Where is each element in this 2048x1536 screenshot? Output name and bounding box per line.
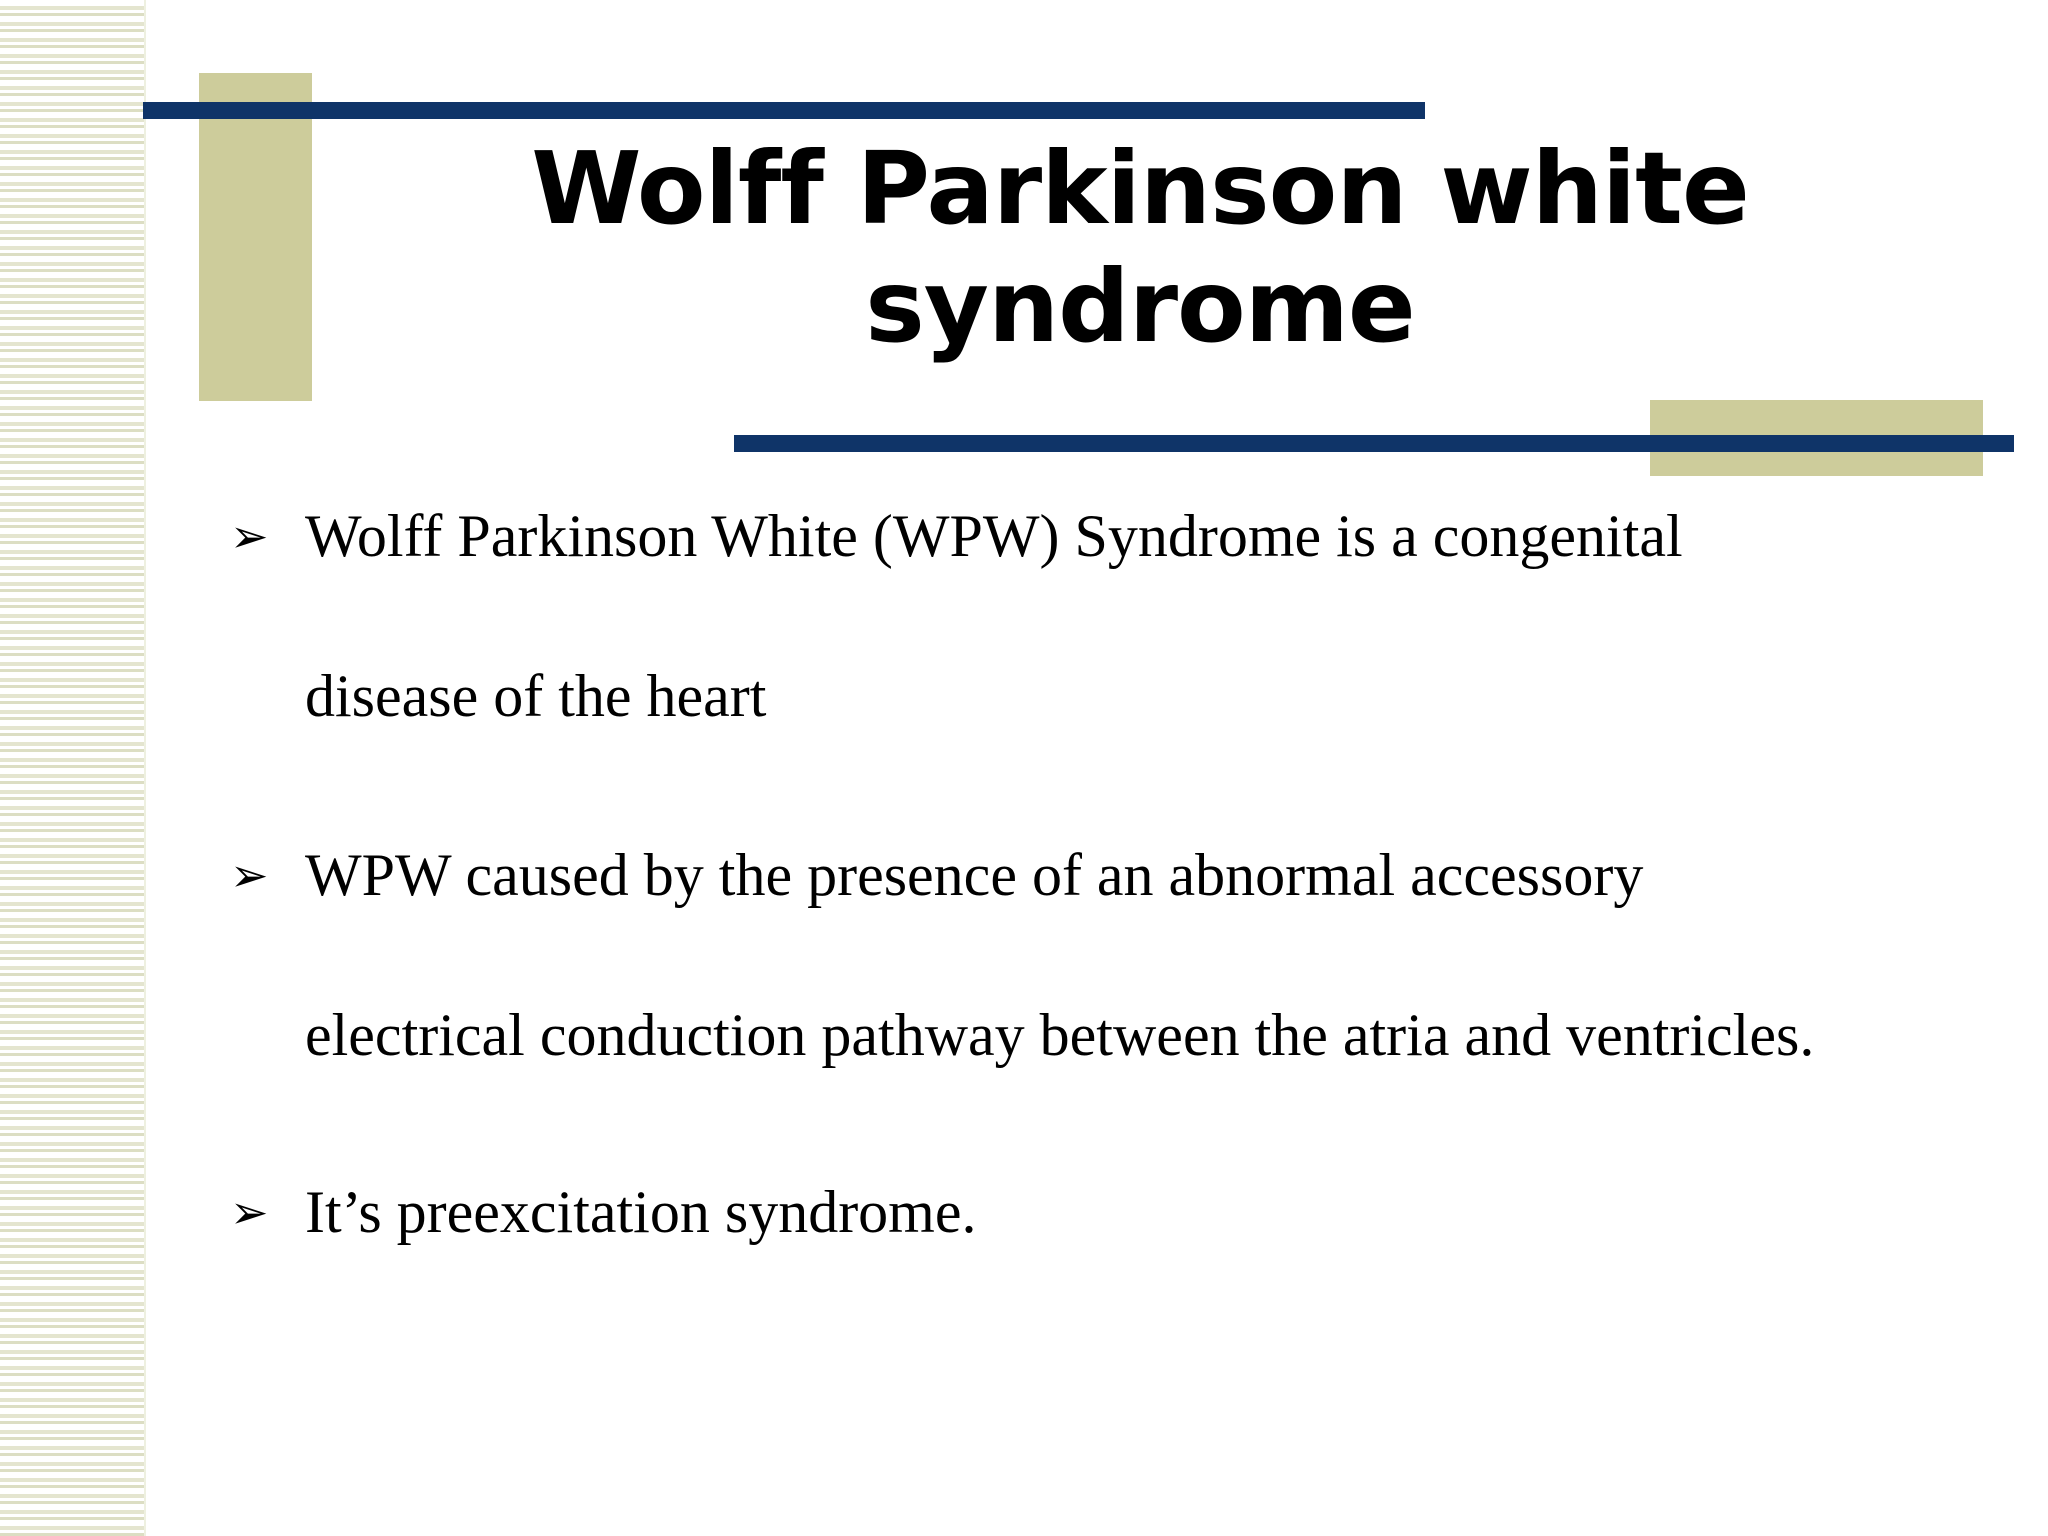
bullet-3-line-1: It’s preexcitation syndrome. bbox=[305, 1179, 977, 1245]
title-rule-top bbox=[143, 102, 1425, 119]
bullet-arrow-icon: ➢ bbox=[230, 1185, 269, 1239]
bullet-arrow-icon: ➢ bbox=[230, 509, 269, 563]
slide-title: Wolff Parkinson white syndrome bbox=[531, 130, 1749, 365]
decorative-stripe-band bbox=[0, 0, 146, 1536]
bullet-2-line-2: electrical conduction pathway between the atria and ventricles. bbox=[305, 1002, 1815, 1068]
bullet-1-line-2: disease of the heart bbox=[305, 663, 767, 729]
bullet-1-line-1: Wolff Parkinson White (WPW) Syndrome is a congenital bbox=[305, 503, 1683, 569]
title-rule-bottom bbox=[734, 435, 2014, 452]
bullet-2-line-1: WPW caused by the presence of an abnormal accessory bbox=[305, 842, 1644, 908]
bullet-arrow-icon: ➢ bbox=[230, 848, 269, 902]
accent-block-left bbox=[199, 73, 312, 401]
